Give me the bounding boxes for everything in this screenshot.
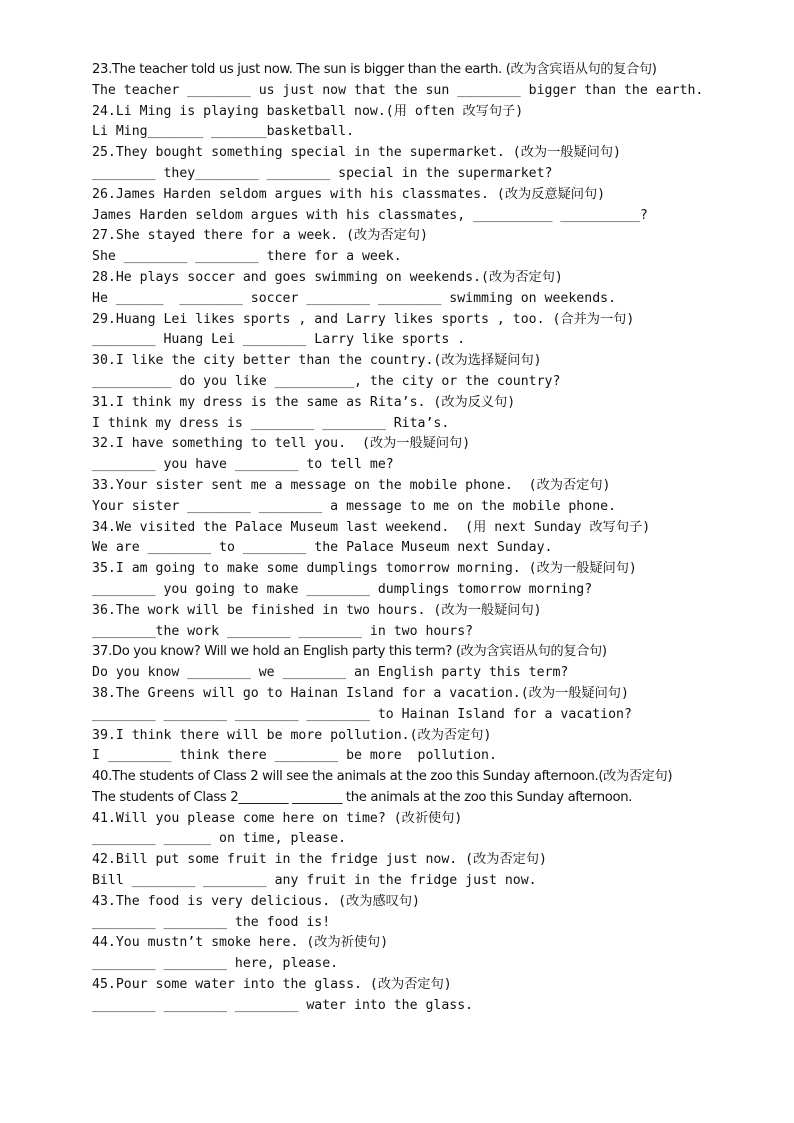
question-29: 29.Huang Lei likes sports , and Larry likes sports , too. (合并为一句) — [92, 311, 635, 327]
worksheet-page — [60, 60, 740, 1017]
question-27: 27.She stayed there for a week. (改为否定句) — [92, 228, 428, 244]
answer-44: ________ ________ here, please. — [92, 956, 339, 972]
question-45: 45.Pour some water into the glass. (改为否定句) — [92, 977, 452, 993]
answer-32: ________ you have ________ to tell me? — [92, 457, 394, 473]
question-38: 38.The Greens will go to Hainan Island for a vacation.(改为一般疑问句) — [92, 685, 629, 701]
answer-41: ________ ______ on time, please. — [92, 831, 347, 847]
question-40: 40.The students of Class 2 will see the animals at the zoo this Sunday afternoon.(改为否定句) — [92, 769, 673, 785]
answer-23: The teacher ________ us just now that the sun ________ bigger than the earth. — [92, 82, 704, 98]
answer-42: Bill ________ ________ any fruit in the fridge just now. — [92, 873, 537, 889]
question-23: 23.The teacher told us just now. The sun is bigger than the earth. (改为含宾语从句的复合句) — [92, 62, 657, 77]
answer-43: ________ ________ the food is! — [92, 914, 331, 930]
question-25: 25.They bought something special in the supermarket. (改为一般疑问句) — [92, 145, 621, 161]
answer-35: ________ you going to make ________ dumplings tomorrow morning? — [92, 581, 593, 597]
question-39: 39.I think there will be more pollution.(改为否定句) — [92, 727, 492, 743]
question-33: 33.Your sister sent me a message on the mobile phone. (改为否定句) — [92, 477, 611, 493]
question-44: 44.You mustn’t smoke here. (改为祈使句) — [92, 935, 389, 951]
answer-33: Your sister ________ ________ a message to me on the mobile phone. — [92, 498, 617, 514]
question-35: 35.I am going to make some dumplings tomorrow morning. (改为一般疑问句) — [92, 561, 637, 577]
answer-39: I ________ think there ________ be more pollution. — [92, 748, 497, 764]
answer-38: ________ ________ ________ ________ to Hainan Island for a vacation? — [92, 706, 632, 722]
question-30: 30.I like the city better than the country.(改为选择疑问句) — [92, 353, 542, 369]
answer-36: ________the work ________ ________ in two hours? — [92, 623, 474, 639]
answer-28: He ______ ________ soccer ________ ________ swimming on weekends. — [92, 290, 617, 306]
question-28: 28.He plays soccer and goes swimming on weekends.(改为否定句) — [92, 269, 563, 285]
question-34: 34.We visited the Palace Museum last weekend. (用 next Sunday 改写句子) — [92, 519, 651, 535]
question-41: 41.Will you please come here on time? (改祈使句) — [92, 810, 463, 826]
answer-37: Do you know ________ we ________ an English party this term? — [92, 665, 569, 681]
question-36: 36.The work will be finished in two hours. (改为一般疑问句) — [92, 602, 542, 618]
answer-26: James Harden seldom argues with his classmates, __________ __________? — [92, 207, 648, 223]
answer-24: Li Ming_______ _______basketball. — [92, 124, 355, 140]
answer-25: ________ they________ ________ special in the supermarket? — [92, 165, 553, 181]
question-37: 37.Do you know? Will we hold an English party this term? (改为含宾语从句的复合句) — [92, 644, 607, 660]
answer-40: The students of Class 2________ ________ the animals at the zoo this Sunday afternoon. — [92, 789, 633, 805]
answer-31: I think my dress is ________ ________ Rita’s. — [92, 415, 450, 431]
question-26: 26.James Harden seldom argues with his classmates. (改为反意疑问句) — [92, 186, 606, 202]
question-42: 42.Bill put some fruit in the fridge just now. (改为否定句) — [92, 852, 547, 868]
answer-30: __________ do you like __________, the city or the country? — [92, 373, 561, 389]
answer-45: ________ ________ ________ water into the glass. — [92, 997, 474, 1013]
question-24: 24.Li Ming is playing basketball now.(用 often 改写句子) — [92, 103, 524, 119]
question-32: 32.I have something to tell you. (改为一般疑问句) — [92, 436, 471, 452]
question-31: 31.I think my dress is the same as Rita’s. (改为反义句) — [92, 394, 516, 410]
answer-29: ________ Huang Lei ________ Larry like sports . — [92, 332, 466, 348]
answer-27: She ________ ________ there for a week. — [92, 249, 402, 265]
answer-34: We are ________ to ________ the Palace Museum next Sunday. — [92, 540, 553, 556]
question-43: 43.The food is very delicious. (改为感叹句) — [92, 893, 420, 909]
